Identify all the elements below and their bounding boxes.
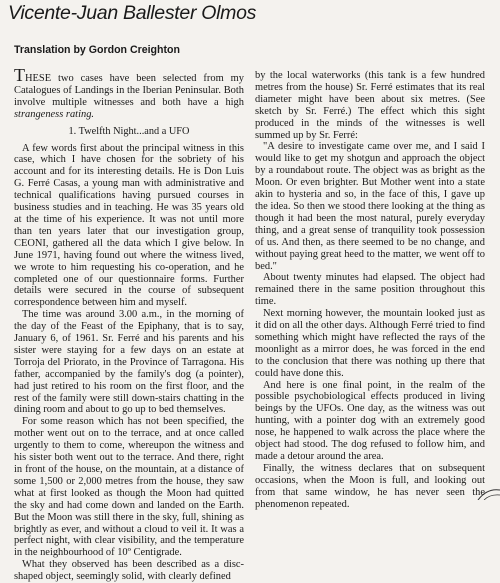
left-paragraph-2: The time was around 3.00 a.m., in the morning of the day of the Feast of the Epiphany, that is to say, January 6, of 1961. Sr. Ferré and his parents and his sister were staying for a few days on an estate at Torroja del Priorato, in the Province of Tarragona. His father, accompanied by the family's dog (a pointer), had just retired to his room on the first floor, and the rest of the family were still down-stairs chatting in the dining room and about to go up to bed themselves.: [14, 309, 244, 416]
right-column: [255, 70, 485, 511]
author-heading: Vicente-Juan Ballester Olmos: [8, 2, 257, 24]
right-paragraph-4: Next morning however, the mountain looked just as it did on all the other days. Although Ferré tried to find something which might have reflected the rays of the moonlight as a mirror does, he was forced in the end to the conclusion that there was nothing up there that could have done this.: [255, 308, 485, 379]
intro-emphasis: strangeness rating.: [14, 108, 95, 120]
sketch-fragment: [474, 486, 500, 500]
right-paragraph-3: About twenty minutes had elapsed. The object had remained there in the same position throughout this time.: [255, 272, 485, 308]
left-paragraph-1: A few words first about the principal witness in this case, which I have chosen for the sobriety of his account and for its interesting details. He is Don Luis G. Ferré Casas, a young man with administrative and technical qualifications having pursued courses in business studies and in teaching. He was 35 years old at the time of his experience. It was not until more than ten years later that our investigation group, CEONI, gathered all the data which I give below. In June 1971, having found out where the witness lived, we wrote to him requesting his co-operation, and he completed one of our questionnaire forms. Further details were secured in the course of subsequent correspondence between him and myself.: [14, 142, 244, 309]
right-paragraph-6: Finally, the witness declares that on subsequent occasions, when the Moon is full, and looking out from that same window, he has never seen the phenomenon repeated.: [255, 462, 485, 510]
right-paragraph-5: And here is one final point, in the realm of the possible psychobiological effects produced in living beings by the UFOs. One day, as the witness was out hunting, with a pointer dog with an extremely good nose, he happened to walk across the place where the object had stood. The dog refused to follow him, and made a detour around the area.: [255, 379, 485, 462]
intro-paragraph: [14, 65, 244, 121]
intro-text: HESE two cases have been selected from my Catalogues of Landings in the Iberian Peninsular. Both involve multiple witnesses and both have a high: [14, 73, 244, 108]
right-paragraph-1: by the local waterworks (this tank is a few hundred metres from the house) Sr. Ferré estimates that its real diameter might have been about six metres. (See sketch by Sr. Ferré.) The effect which this sight produced in the minds of the witnesses is well summed up by Sr. Ferré:: [255, 70, 485, 141]
drop-cap: T: [14, 65, 25, 85]
right-paragraph-2: "A desire to investigate came over me, and I said I would like to get my shotgun and approach the object by a roundabout route. The object was as bright as the Moon. Or even brighter. But Mother went into a state akin to hysteria and so, in the face of this, I gave up the idea. So then we stood there looking at the thing as though it had been the most natural, purely everyday thing, and a great sense of tranquility took possession of us. And then, as there seemed to be no change, and without paying great heed to the matter, we went off to bed.": [255, 141, 485, 272]
section-heading: 1. Twelfth Night...and a UFO: [68, 125, 190, 137]
left-column: [14, 65, 244, 583]
left-paragraph-4: What they observed has been described as a disc-shaped object, seemingly solid, with clearly defined: [14, 559, 244, 583]
translator-credit: Translation by Gordon Creighton: [14, 44, 180, 56]
left-paragraph-3: For some reason which has not been specified, the mother went out on to the terrace, and at once called urgently to them to come, whereupon the witness and his sister both went out to the terrace. And there, right in front of the house, on the mountain, at a distance of some 1,500 or 2,000 metres from the house, they saw what at first looked as though the Moon had quitted the sky and had come down and landed on the Earth. But the Moon was still there in the sky, full, shining as brightly as ever, and without a cloud to veil it. It was a perfect night, with clear visibility, and the temperature in the neighbourhood of 10º Centigrade.: [14, 416, 244, 559]
